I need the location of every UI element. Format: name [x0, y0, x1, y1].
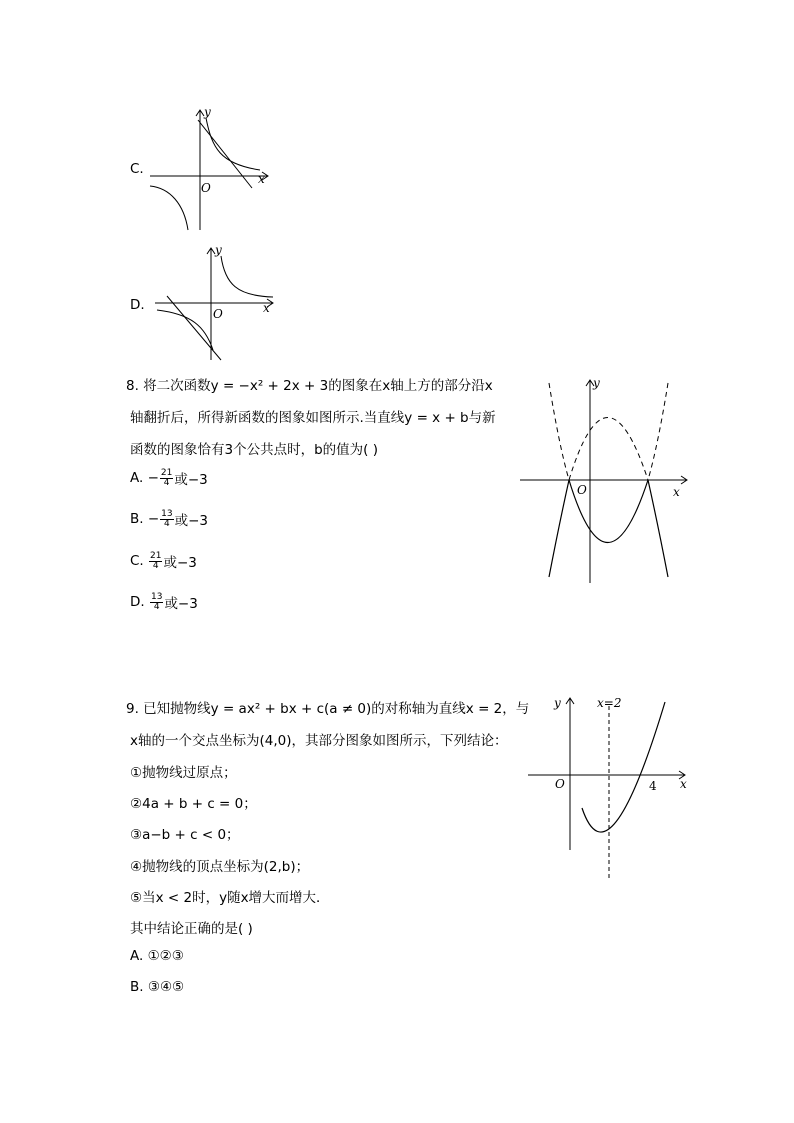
- q8-option-d-rest: 或−3: [164, 596, 198, 612]
- q8-option-b-label: B.: [130, 511, 144, 527]
- q8-option-a[interactable]: [130, 468, 208, 488]
- q8-option-b-sign: −: [147, 511, 160, 527]
- q9-conclusion-4: ④抛物线的顶点坐标为(2,b)；: [130, 859, 310, 875]
- q8-figure: [515, 375, 695, 595]
- q8-option-c[interactable]: [130, 551, 197, 571]
- q7c-x-label: x: [258, 172, 265, 186]
- q8-option-c-rest: 或−3: [163, 555, 197, 571]
- q9-option-b[interactable]: B. ③④⑤: [130, 979, 185, 995]
- q8-stem-line2: 轴翻折后，所得新函数的图象如图所示.当直线y = x + b与新: [130, 410, 496, 426]
- q9-question: 其中结论正确的是( ): [130, 921, 253, 937]
- q7d-x-label: x: [263, 301, 270, 315]
- q8-option-d-fraction: $\frac{13}{4}$: [150, 591, 163, 612]
- q8-option-b-fraction: $\frac{13}{4}$: [161, 508, 173, 529]
- q9-stem-line2: x轴的一个交点坐标为(4,0)，其部分图象如图所示，下列结论：: [130, 733, 508, 749]
- q9-symmetry-label: x=2: [597, 696, 622, 710]
- q8-option-c-label: C.: [130, 553, 144, 569]
- q8-option-d-label: D.: [130, 594, 145, 610]
- q9-y-label: y: [554, 696, 561, 710]
- q8-option-b[interactable]: [130, 509, 208, 529]
- q8-option-a-label: A.: [130, 470, 144, 486]
- q7-option-c-graph[interactable]: [140, 100, 275, 235]
- q8-option-a-rest: 或−3: [174, 472, 208, 488]
- q8-x-label: x: [673, 485, 680, 499]
- q9-conclusion-3: ③a−b + c < 0；: [130, 827, 240, 843]
- q9-x-label: x: [680, 777, 687, 791]
- q9-four-label: 4: [649, 779, 657, 793]
- q9-origin-label: O: [555, 777, 565, 791]
- q9-stem-line1: 9. 已知抛物线y = ax² + bx + c(a ≠ 0)的对称轴为直线x = 2，与: [126, 701, 530, 717]
- q8-option-c-fraction: $\frac{21}{4}$: [150, 550, 162, 571]
- q7-option-d-label[interactable]: D.: [130, 297, 145, 313]
- q8-stem-line3: 函数的图象恰有3个公共点时，b的值为( ): [130, 442, 378, 458]
- q8-y-label: y: [593, 376, 600, 390]
- q7-option-d-graph[interactable]: [145, 240, 280, 365]
- q8-origin-label: O: [577, 483, 587, 497]
- q8-stem-line1: 8. 将二次函数y = −x² + 2x + 3的图象在x轴上方的部分沿x: [126, 378, 493, 394]
- q9-figure: [525, 690, 695, 885]
- q8-option-a-fraction: $\frac{21}{4}$: [160, 467, 173, 488]
- q7c-y-label: y: [204, 105, 211, 119]
- q7d-origin-label: O: [213, 307, 223, 321]
- q8-option-d[interactable]: [130, 592, 198, 612]
- q7-option-c-label[interactable]: C.: [130, 161, 144, 177]
- q7c-origin-label: O: [201, 181, 211, 195]
- q9-conclusion-1: ①抛物线过原点；: [130, 765, 237, 781]
- q7d-y-label: y: [215, 243, 222, 257]
- q8-option-b-rest: 或−3: [174, 513, 209, 529]
- q9-option-a[interactable]: A. ①②③: [130, 948, 184, 964]
- q9-conclusion-5: ⑤当x < 2时，y随x增大而增大．: [130, 890, 330, 906]
- q8-option-a-sign: −: [147, 470, 159, 486]
- q9-conclusion-2: ②4a + b + c = 0；: [130, 796, 257, 812]
